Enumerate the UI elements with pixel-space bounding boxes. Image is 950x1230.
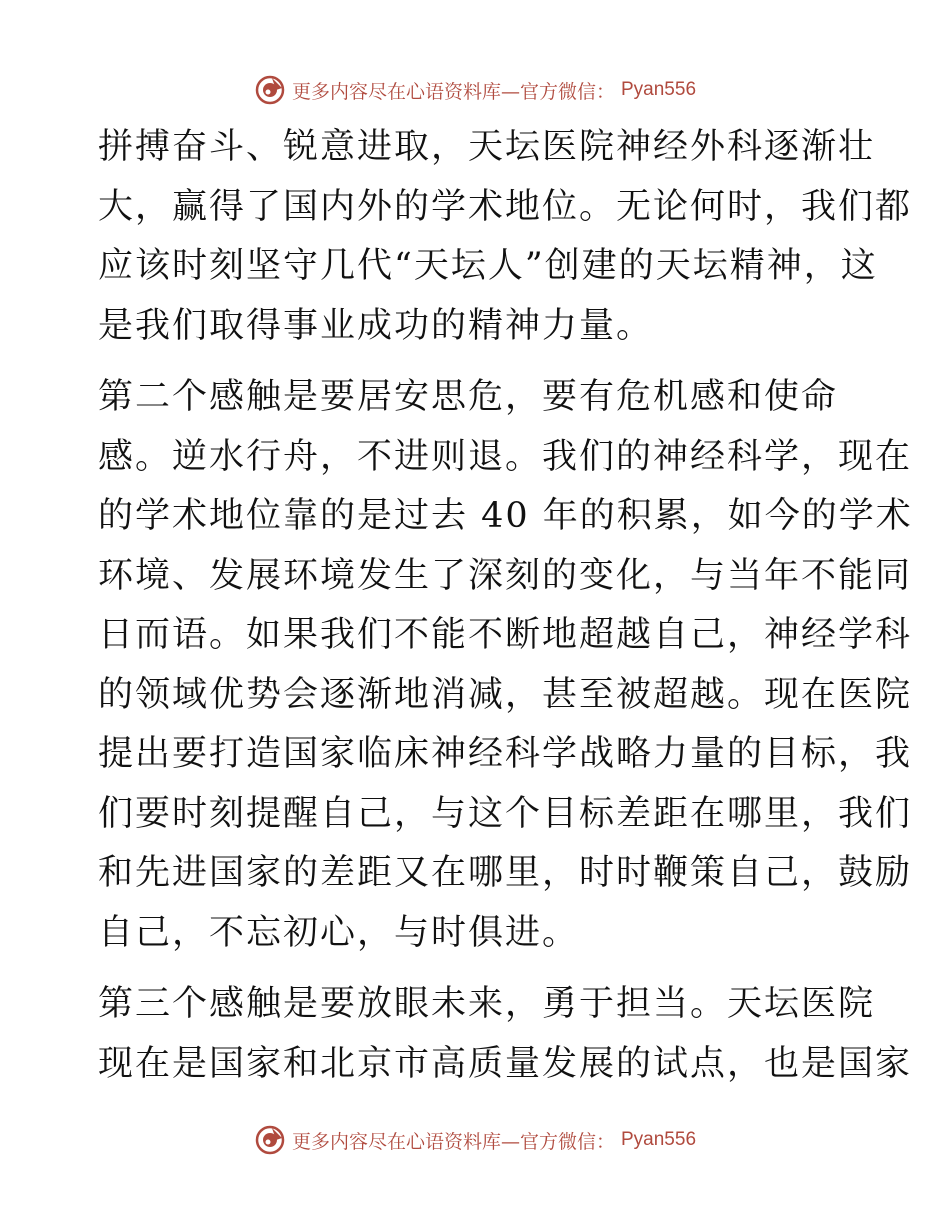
text-line: 和先进国家的差距又在哪里，时时鞭策自己，鼓励 [98,853,913,893]
footer-banner-account: Pyan556 [621,1129,697,1150]
header-banner-text: 更多内容尽在心语资料库—官方微信： [291,80,615,103]
text-line: 拼搏奋斗、锐意进取，天坛医院神经外科逐渐壮 [98,127,876,167]
text-line: 们要时刻提醒自己，与这个目标差距在哪里，我们 [98,793,913,834]
paragraph-1 [98,118,913,356]
text-line: 现在是国家和北京市高质量发展的试点，也是国家 [98,1043,913,1084]
text-line: 提出要打造国家临床神经科学战略力量的目标，我 [98,734,913,774]
text-line: 大，赢得了国内外的学术地位。无论何时，我们都 [98,186,913,227]
text-line: 自己，不忘初心，与时俱进。 [98,912,580,953]
footer-banner [0,1120,950,1160]
footer-banner-content [254,1124,696,1156]
footer-banner-text: 更多内容尽在心语资料库—官方微信： [291,1130,615,1153]
text-line: 第二个感触是要居安思危，要有危机感和使命 [98,377,839,417]
header-banner [0,70,950,110]
library-logo-icon [254,1124,286,1156]
library-logo-icon [254,74,286,106]
text-line: 第三个感触是要放眼未来，勇于担当。天坛医院 [98,984,876,1024]
text-line: 感。逆水行舟，不进则退。我们的神经科学，现在 [98,436,913,477]
text-line: 环境、发展环境发生了深刻的变化，与当年不能同 [98,555,913,596]
header-banner-account: Pyan556 [621,79,697,100]
text-line: 应该时刻坚守几代“天坛人”创建的天坛精神，这 [98,246,878,286]
text-line: 的领域优势会逐渐地消减，甚至被超越。现在医院 [98,674,913,715]
header-banner-content [254,74,696,106]
paragraph-3 [98,975,913,1094]
document-body [98,118,913,1094]
text-line: 是我们取得事业成功的精神力量。 [98,305,654,346]
text-line: 日而语。如果我们不能不断地超越自己，神经学科 [98,615,913,655]
text-line: 的学术地位靠的是过去 40 年的积累，如今的学术 [98,496,913,536]
paragraph-2 [98,368,913,963]
